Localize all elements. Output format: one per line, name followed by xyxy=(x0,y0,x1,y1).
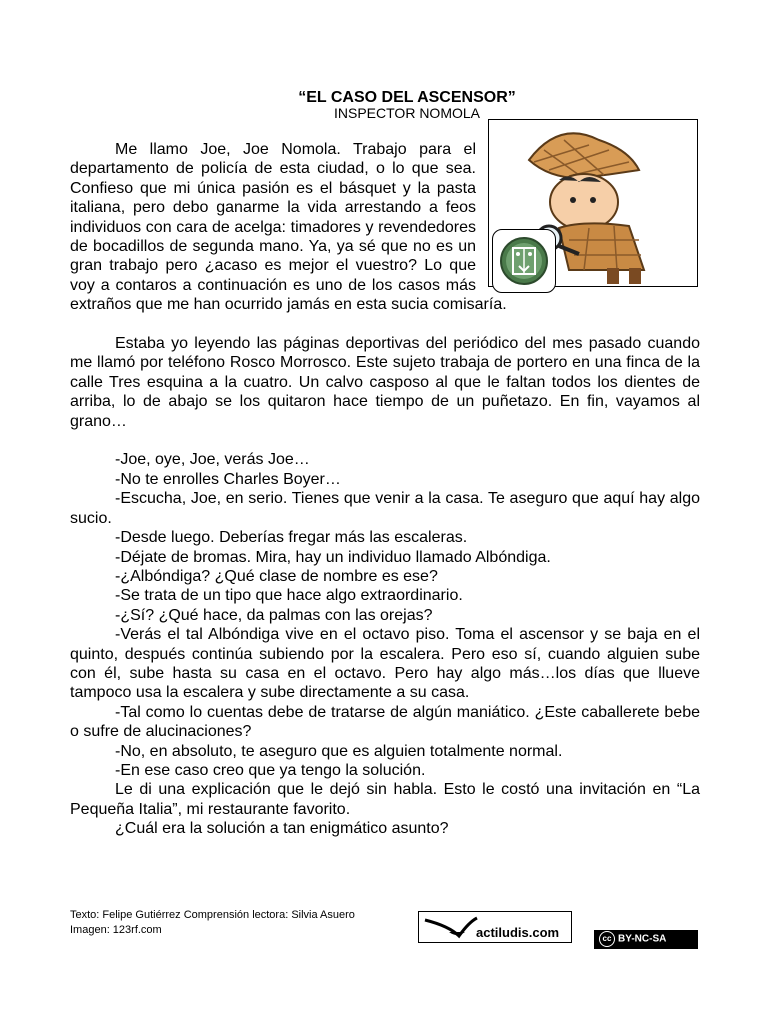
dialogue-line: -Desde luego. Deberías fregar más las escaleras. xyxy=(115,529,468,547)
closing-paragraph: Le di una explicación que le dejó sin habla. Esto le costó una invitación en “La Pequeña Italia”, mi restaurante favorito. xyxy=(70,781,700,818)
closing-question: ¿Cuál era la solución a tan enigmático asunto? xyxy=(115,820,449,838)
license-badge[interactable] xyxy=(594,930,698,949)
dialogue-line: -Escucha, Joe, en serio. Tienes que venir a la casa. Te aseguro que aquí hay algo sucio. xyxy=(70,490,700,527)
document-subtitle: INSPECTOR NOMOLA xyxy=(334,105,480,121)
actiludis-text: actiludis.com xyxy=(476,925,560,940)
dialogue-line: -No, en absoluto, te aseguro que es alguien totalmente normal. xyxy=(115,742,563,760)
credit-text: Texto: Felipe Gutiérrez Comprensión lectora: Silvia Asuero xyxy=(70,909,355,921)
story-text xyxy=(70,140,700,839)
dialogue-line: -Verás el tal Albóndiga vive en el octavo piso. Toma el ascensor y se baja en el quinto, después continúa subiendo por la escalera. Pero eso sí, cuando alguien sube con él, sube hasta su casa en el octavo. Pero hay algo más…los días que llueve tampoco usa la escalera y sube directamente a su casa. xyxy=(70,626,700,702)
credit-image: Imagen: 123rf.com xyxy=(70,924,162,936)
story-paragraph-2: Estaba yo leyendo las páginas deportivas del periódico del mes pasado cuando me llamó por teléfono Rosco Morrosco. Este sujeto trabaja de portero en una finca de la calle Tres esquina a la cuatro. Un calvo casposo al que le faltan todos los dientes de arriba, lo de abajo se los quitaron hace tiempo de un puñetazo. En fin, vayamos al grano… xyxy=(70,335,700,430)
dialogue-line: -No te enrolles Charles Boyer… xyxy=(115,470,341,488)
dialogue-line: -Se trata de un tipo que hace algo extraordinario. xyxy=(115,587,463,605)
footer-credits xyxy=(70,908,355,938)
document-title: “EL CASO DEL ASCENSOR” xyxy=(298,89,516,106)
creative-commons-icon: cc xyxy=(599,931,615,947)
dialogue-line: -Déjate de bromas. Mira, hay un individuo llamado Albóndiga. xyxy=(115,548,551,566)
dialogue-line: -¿Albóndiga? ¿Qué clase de nombre es ese? xyxy=(115,567,438,585)
dialogue-line: -¿Sí? ¿Qué hace, da palmas con las orejas? xyxy=(115,606,433,624)
dialogue-line: -Joe, oye, Joe, verás Joe… xyxy=(115,451,310,469)
illustration-space xyxy=(484,119,702,285)
license-text: BY-NC-SA xyxy=(618,933,667,945)
dialogue-line: -Tal como lo cuentas debe de tratarse de algún maniático. ¿Este caballerete bebe o sufre de alucinaciones? xyxy=(70,703,700,741)
dialogue-line: -En ese caso creo que ya tengo la solución. xyxy=(115,761,426,779)
story-paragraph-1: Me llamo Joe, Joe Nomola. Trabajo para el departamento de policía de esta ciudad, o lo que sea. Confieso que mi única pasión es el básquet y la pasta italiana, pero debo ganarme la vida arrestando a feos individuos con cara de acelga: timadores y revendedores de bocadillos de segunda mano. Ya, ya sé que no es un gran trabajo pero ¿acaso es mejor el vuestro? Lo que voy a contaros a continuación es uno de los casos más extraños que me han ocurrido jamás en esta sucia comisaría. xyxy=(70,141,507,314)
